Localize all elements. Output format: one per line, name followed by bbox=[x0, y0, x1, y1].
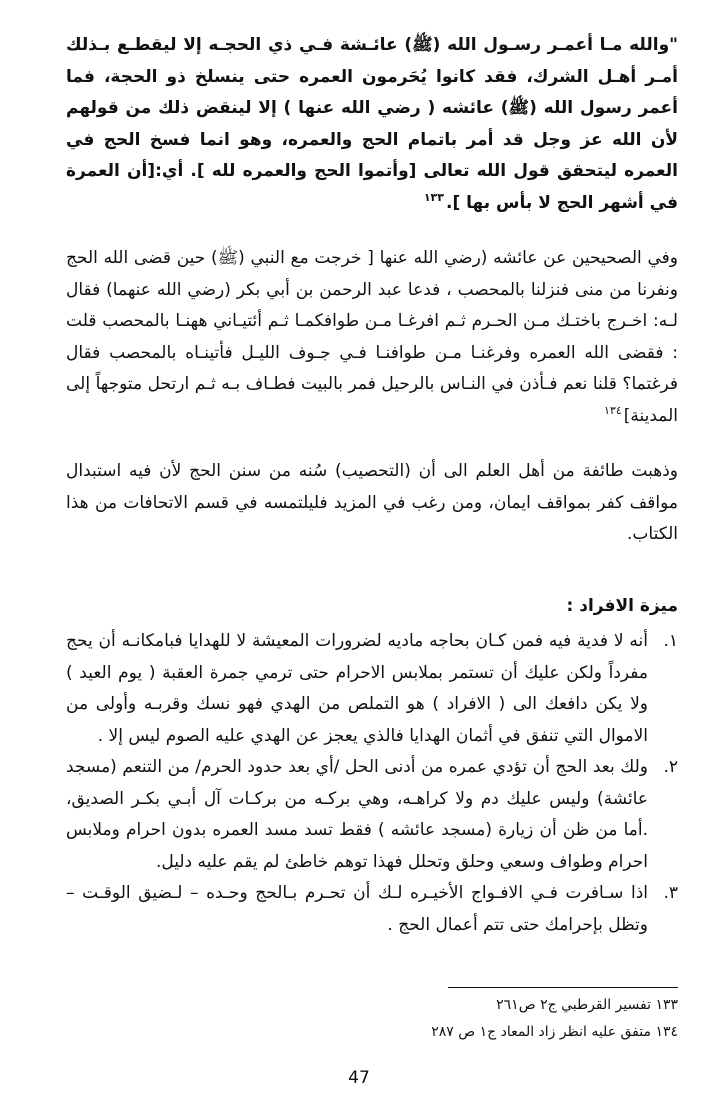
paragraph-2 bbox=[66, 243, 678, 432]
footnote-ref-134[interactable]: ١٣٤ bbox=[604, 403, 622, 417]
paragraph-3-text: وذهبت طائفة من أهل العلم الى أن (التحصيب) سُنه من سنن الحج لأن فيه استبدال مواقف كفر بمواقف ايمان، ومن رغب في المزيد فليلتمسه في قسم الاتحافات من هذا الكتاب. bbox=[66, 461, 678, 544]
list-item-3-text: اذا سـافرت فـي الافـواج الأخيـره لـك أن تحـرم بـالحج وحـده – لـضيق الوقـت – وتظل بإحرامك حتى تتم أعمال الحج . bbox=[66, 883, 648, 935]
paragraph-3 bbox=[66, 456, 678, 551]
numbered-list bbox=[66, 626, 678, 941]
list-item-2 bbox=[66, 752, 678, 878]
list-item-1-number: ١. bbox=[663, 631, 678, 651]
footnote-ref-133[interactable]: ١٣٣ bbox=[423, 190, 444, 204]
list-item-2-text: ولك بعد الحج أن تؤدي عمره من أدنى الحل /أي بعد حدود الحرم/ من التنعم (مسجد عائشة) وليس عليك دم ولا كراهـه، وهي بركـه من بركـات آل أبـي بكـر الصديق، .أما من ظن أن زيارة (مسجد عائشه ) فقط تسد مسد العمره بدون احرام وملابس احرام وطواف وسعي وحلق وتحلل فهذا توهم خاطئ لم يقم عليه دليل. bbox=[66, 757, 648, 872]
footnote-divider bbox=[448, 987, 678, 988]
paragraph-2-text: وفي الصحيحين عن عائشه (رضي الله عنها [ خرجت مع النبي (ﷺ) حين قضى الله الحج ونفرنا من منى فنزلنا بالمحصب ، فدعا عبد الرحمن بن أبي بكر (رضي الله عنهما) فقال لـه: اخـرج باختـك مـن الحـرم ثـم افرغـا مـن طوافكمـا ثـم أئتيـاني ههنـا بالمحصب قلت : فقضى الله العمره وفرغنـا مـن طوافنـا فـي جـوف الليـل فأتينـاه بالمحصب فقال فرغتما؟ قلنا نعم فـأذن في النـاس بالرحيل فمر بالبيت فطـاف بـه ثـم ارتحل متوجهاً إلى المدينة] bbox=[66, 248, 678, 426]
list-item-1 bbox=[66, 626, 678, 752]
footnote-133: ١٣٣ تفسير القرطبي ج٢ ص٢٦١ bbox=[496, 997, 678, 1013]
paragraph-1 bbox=[66, 30, 678, 219]
main-text-block bbox=[66, 30, 678, 941]
list-item-3 bbox=[66, 878, 678, 941]
footnote-134: ١٣٤ متفق عليه انظر زاد المعاد ج١ ص ٢٨٧ bbox=[431, 1024, 678, 1040]
list-item-1-text: أنه لا فدية فيه فمن كـان بحاجه ماديه لضرورات المعيشة لا للهدايا فبامكانـه أن يحج مفرداً ولكن عليك أن تستمر بملابس الاحرام حتى ترمي جمرة العقبة ( يوم العيد ) ولا يكن دافعك الى ( الافراد ) هو التملص من الهدي فهو نسك وقربـه وأولى من الاموال التي تنفق في أثمان الهدايا فالذي يعجز عن الهدي عليه الصوم ليس إلا . bbox=[66, 631, 648, 746]
section-heading: ميزة الافراد : bbox=[566, 595, 678, 616]
list-item-2-number: ٢. bbox=[663, 757, 678, 777]
list-item-3-number: ٣. bbox=[663, 883, 678, 903]
paragraph-1-text: "والله مـا أعمـر رسـول الله (ﷺ) عائـشة فـي ذي الحجـه إلا ليقطـع بـذلك أمـر أهـل الشرك، فقد كانوا يُحَرمون العمره حتى ينسلخ ذو الحجة، فما أعمر رسول الله (ﷺ) عائشه ( رضي الله عنها ) إلا لينقض ذلك من قولهم لأن الله عز وجل قد أمر باتمام الحج والعمره، وهو انما فسخ الحج في العمره ليتحقق قول الله تعالى [وأتموا الحج والعمره لله ]. أي:[أن العمرة في أشهر الحج لا بأس بها ]. bbox=[66, 35, 678, 213]
footnotes bbox=[300, 992, 678, 1046]
page-number: 47 bbox=[348, 1068, 370, 1088]
